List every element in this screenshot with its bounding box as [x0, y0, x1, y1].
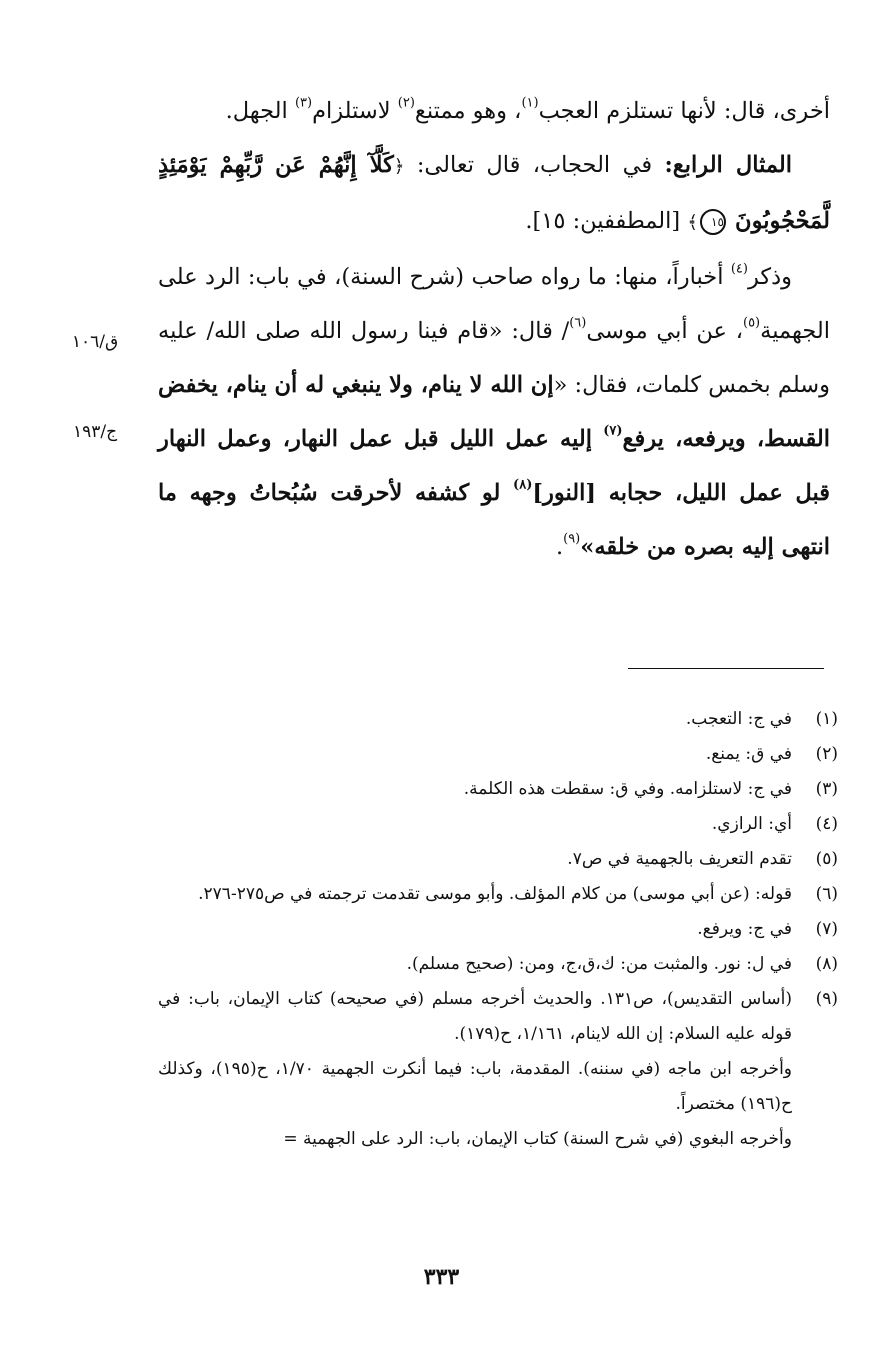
footnote-number: (٦): [815, 884, 838, 904]
footnote-ref-6[interactable]: (٦): [569, 315, 587, 331]
text-run: ، عن أبي موسى: [586, 318, 743, 344]
paragraph-1: [158, 84, 830, 138]
footnote: [158, 982, 838, 1157]
text-run: لاستلزام: [312, 98, 398, 124]
paragraph-3: [158, 250, 830, 574]
ayah-number-icon: ١٥: [700, 209, 726, 235]
page-number: ٣٣٣: [423, 1264, 460, 1290]
footnote-number: (٥): [815, 849, 838, 869]
paragraph-2: [158, 138, 830, 250]
footnote-ref-8[interactable]: (٨): [513, 477, 533, 493]
footnote: [158, 702, 838, 737]
footnote-ref-3[interactable]: (٣): [294, 95, 313, 111]
footnote-text: في ج: التعجب.: [685, 709, 792, 729]
footnote-text: في ج: لاستلزامه. وفي ق: سقطت هذه الكلمة.: [463, 779, 792, 799]
footnote-ref-2[interactable]: (٢): [397, 95, 415, 111]
text-run: أخرى، قال: لأنها تستلزم العجب: [538, 98, 830, 124]
footnote-number: (١): [815, 709, 838, 729]
hadith-text: لو كشفه لأحرقت سُبُحاتُ وجهه ما انتهى إليه بصره من خلقه: [158, 480, 830, 560]
footnote-number: (٣): [815, 779, 838, 799]
footnote-text: تقدم التعريف بالجهمية في ص٧.: [567, 849, 792, 869]
footnote-number: (٨): [815, 954, 838, 974]
text-run: / قال: «قام فينا رسول الله صلى الله/ عليه وسلم بخمس كلمات، فقال: «: [158, 318, 830, 398]
quote-close: »: [580, 534, 595, 560]
footnote-ref-4[interactable]: (٤): [730, 261, 748, 277]
footnote-ref-5[interactable]: (٥): [742, 315, 761, 331]
footnote: [158, 947, 838, 982]
manuscript-folio-q: ق/١٠٦: [71, 332, 119, 352]
text-run: أخباراً، منها: ما رواه صاحب (شرح السنة)، في باب: الرد على الجهمية: [158, 264, 830, 344]
quran-open-bracket: ﴿: [393, 156, 405, 177]
footnote-separator: [628, 668, 824, 669]
example-label: المثال الرابع:: [664, 152, 792, 178]
text-run: وذكر: [747, 264, 792, 290]
footnote-text: في ل: نور. والمثبت من: ك،ق،ج، ومن: (صحيح مسلم).: [406, 954, 792, 974]
manuscript-folio-j: ج/١٩٣: [72, 422, 118, 442]
footnote-text: في ق: يمنع.: [705, 744, 792, 764]
footnote-ref-9[interactable]: (٩): [563, 531, 581, 547]
footnote-text: أي: الرازي.: [711, 814, 792, 834]
footnote: [158, 807, 838, 842]
footnote: [158, 772, 838, 807]
main-text: [158, 84, 830, 574]
footnote: [158, 842, 838, 877]
surah-reference: [المطففين: ١٥].: [525, 208, 688, 234]
quran-close-bracket: ﴾: [687, 212, 698, 233]
footnote-text: (أساس التقديس)، ص١٣١. والحديث أخرجه مسلم (في صحيحه) كتاب الإيمان، باب: في قوله عليه السلام: إن الله لاينام، ١/١٦١، ح(١٧٩). وأخرجه ابن ماجه (في سننه). المقدمة، باب: فيما أنكرت الجهمية ١/٧٠، ح(١٩٥)، وكذلك ح(١٩٦) مختصراً. وأخرجه البغوي (في شرح السنة) كتاب الإيمان، باب: الرد على الجهمية =: [158, 989, 793, 1149]
footnote: [158, 737, 838, 772]
text-run: .: [555, 534, 564, 560]
footnotes: [158, 702, 838, 1157]
footnote-ref-7[interactable]: (٧): [603, 423, 623, 439]
footnote-number: (٩): [815, 989, 838, 1009]
footnote-text: قوله: (عن أبي موسى) من كلام المؤلف. وأبو موسى تقدمت ترجمته في ص٢٧٥-٢٧٦.: [198, 884, 792, 904]
text-run: في الحجاب، قال تعالى:: [404, 152, 665, 178]
footnote-number: (٧): [815, 919, 838, 939]
hadith-text: إليه عمل الليل قبل عمل النهار، وعمل النهار قبل عمل الليل، حجابه [النور]: [158, 426, 831, 506]
footnote-ref-1[interactable]: (١): [521, 95, 539, 111]
footnote-number: (٢): [815, 744, 838, 764]
footnote: [158, 877, 838, 912]
hadith-text: إن الله لا ينام، ولا ينبغي له أن ينام، يخفض القسط، ويرفعه، يرفع: [158, 372, 830, 452]
footnote-text: في ج: ويرفع.: [697, 919, 792, 939]
text-run: ، وهو ممتنع: [414, 98, 522, 124]
text-run: الجهل.: [225, 98, 295, 124]
quran-verse: كَلَّآ إِنَّهُمْ عَن رَّبِّهِمْ يَوْمَئِذٍ لَّمَحْجُوبُونَ: [158, 152, 830, 234]
footnote: [158, 912, 838, 947]
footnote-number: (٤): [815, 814, 838, 834]
